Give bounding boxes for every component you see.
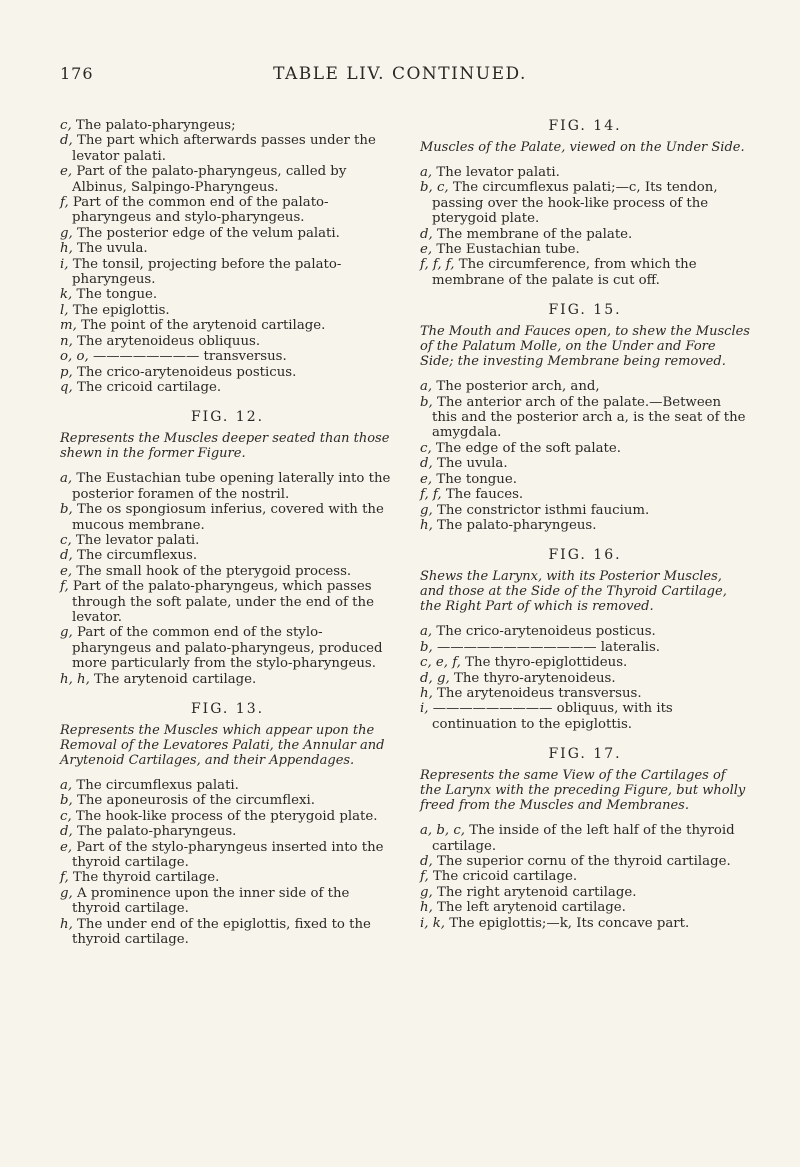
- list-item: d, The uvula.: [420, 456, 508, 472]
- list-item: e, Part of the stylo-pharyngeus inserted into the thyroid cartilage.: [60, 839, 384, 871]
- right-column: [420, 118, 750, 931]
- list-item: m, The point of the arytenoid cartilage.: [60, 318, 326, 334]
- list-item: b, c, The circumflexus palati;—c, Its tendon, passing over the hook-like process of the pterygoid plate.: [420, 180, 718, 227]
- list-item: e, Part of the palato-pharyngeus, called by Albinus, Salpingo-Pharyngeus.: [60, 164, 347, 195]
- fig13-title: FIG. 13.: [190, 701, 265, 717]
- list-item: i, ————————— obliquus, with its continuation to the epiglottis.: [420, 701, 673, 732]
- list-item: c, The edge of the soft palate.: [420, 440, 621, 456]
- page-number: 176: [60, 64, 94, 83]
- list-item: c, The hook-like process of the pterygoid plate.: [60, 808, 378, 824]
- page-header: [0, 64, 800, 88]
- list-item: h, h, The arytenoid cartilage.: [60, 671, 257, 687]
- list-item: c, e, f, The thyro-epiglottideus.: [420, 655, 628, 671]
- list-item: a, The posterior arch, and,: [420, 379, 600, 395]
- list-item: n, The arytenoideus obliquus.: [60, 333, 261, 349]
- list-item: d, The circumflexus.: [60, 548, 198, 564]
- list-item: d, The part which afterwards passes under the levator palati.: [60, 133, 376, 164]
- fig15-caption: The Mouth and Fauces open, to shew the Muscles of the Palatum Molle, on the Under and Fore Side; the investing Membrane being removed.: [420, 324, 750, 370]
- list-item: a, The levator palati.: [420, 165, 560, 180]
- list-item: a, b, c, The inside of the left half of the thyroid cartilage.: [420, 823, 735, 854]
- list-item: l, The epiglottis.: [60, 302, 170, 318]
- list-item: g, The constrictor isthmi faucium.: [420, 502, 650, 518]
- list-item: a, The circumflexus palati.: [60, 778, 239, 793]
- fig15-title: FIG. 15.: [548, 302, 622, 319]
- list-item: h, The left arytenoid cartilage.: [420, 900, 626, 916]
- list-item: q, The cricoid cartilage.: [60, 379, 222, 395]
- list-item: d, The palato-pharyngeus.: [60, 824, 237, 840]
- fig17-title: FIG. 17.: [548, 746, 622, 763]
- list-item: f, f, The fauces.: [420, 487, 524, 503]
- list-item: d, The membrane of the palate.: [420, 226, 633, 242]
- list-item: f, f, f, The circumference, from which the membrane of the palate is cut off.: [420, 257, 697, 288]
- list-item: g, The posterior edge of the velum palati.: [60, 225, 340, 241]
- list-item: g, The right arytenoid cartilage.: [420, 884, 637, 900]
- list-item: f, The thyroid cartilage.: [60, 870, 220, 886]
- list-item: p, The crico-arytenoideus posticus.: [60, 364, 297, 380]
- fig12-title: FIG. 12.: [190, 409, 265, 426]
- fig16-title: FIG. 16.: [548, 547, 622, 564]
- list-item: b, The os spongiosum inferius, covered with the mucous membrane.: [60, 502, 384, 533]
- list-item: g, A prominence upon the inner side of the thyroid cartilage.: [60, 885, 350, 917]
- list-item: e, The small hook of the pterygoid process.: [60, 563, 352, 579]
- list-item: e, The tongue.: [420, 471, 517, 487]
- fig14-title: FIG. 14.: [548, 118, 622, 134]
- fig14-caption: Muscles of the Palate, viewed on the Under Side.: [420, 140, 745, 155]
- list-item: c, The levator palati.: [60, 532, 200, 548]
- list-item: b, The anterior arch of the palate.—Between this and the posterior arch a, is the seat of the amygdala.: [420, 394, 746, 441]
- list-item: k, The tongue.: [60, 287, 158, 303]
- list-item: d, g, The thyro-arytenoideus.: [420, 670, 616, 686]
- fig15-list: [420, 379, 750, 533]
- fig14-list: [420, 165, 750, 288]
- list-item: f, Part of the common end of the palato-pharyngeus and stylo-pharyngeus.: [60, 195, 329, 226]
- fig13-caption: Represents the Muscles which appear upon the Removal of the Levatores Palati, the Annular and Arytenoid Cartilages, and their Appendages.: [60, 723, 385, 768]
- list-item: f, The cricoid cartilage.: [420, 869, 578, 885]
- fig17-list: [420, 823, 750, 931]
- list-item: i, The tonsil, projecting before the palato-pharyngeus.: [60, 256, 342, 288]
- list-item: d, The superior cornu of the thyroid cartilage.: [420, 853, 731, 869]
- list-item: g, Part of the common end of the stylo-pharyngeus and palato-pharyngeus, produced more particularly from the stylo-pharyngeus.: [60, 625, 383, 672]
- fig13-list: [60, 778, 395, 947]
- list-item: o, o, ———————— transversus.: [60, 349, 287, 365]
- fig17-caption: Represents the same View of the Cartilages of the Larynx with the preceding Figure, but wholly freed from the Muscles and Membranes.: [420, 768, 746, 814]
- fig16-caption: Shews the Larynx, with its Posterior Muscles, and those at the Side of the Thyroid Cartilage, the Right Part of which is removed.: [420, 569, 727, 615]
- list-item: b, ———————————— lateralis.: [420, 639, 661, 655]
- fig12-list: [60, 471, 395, 687]
- list-item: h, The palato-pharyngeus.: [420, 517, 597, 533]
- list-item: h, The uvula.: [60, 241, 148, 257]
- fig11-list: [60, 118, 395, 395]
- list-item: f, Part of the palato-pharyngeus, which passes through the soft palate, under the end of the levator.: [60, 579, 374, 625]
- left-column: [60, 118, 395, 947]
- list-item: i, k, The epiglottis;—k, Its concave part.: [420, 915, 690, 931]
- fig12-caption: Represents the Muscles deeper seated than those shewn in the former Figure.: [60, 431, 390, 462]
- list-item: h, The under end of the epiglottis, fixed to the thyroid cartilage.: [60, 916, 371, 948]
- list-item: b, The aponeurosis of the circumflexi.: [60, 793, 315, 809]
- running-title: TABLE LIV. CONTINUED.: [273, 64, 527, 84]
- fig16-list: [420, 624, 750, 732]
- list-item: a, The Eustachian tube opening laterally into the posterior foramen of the nostril.: [60, 471, 391, 502]
- list-item: c, The palato-pharyngeus;: [60, 118, 236, 133]
- list-item: h, The arytenoideus transversus.: [420, 685, 642, 701]
- list-item: a, The crico-arytenoideus posticus.: [420, 624, 656, 640]
- list-item: e, The Eustachian tube.: [420, 242, 580, 258]
